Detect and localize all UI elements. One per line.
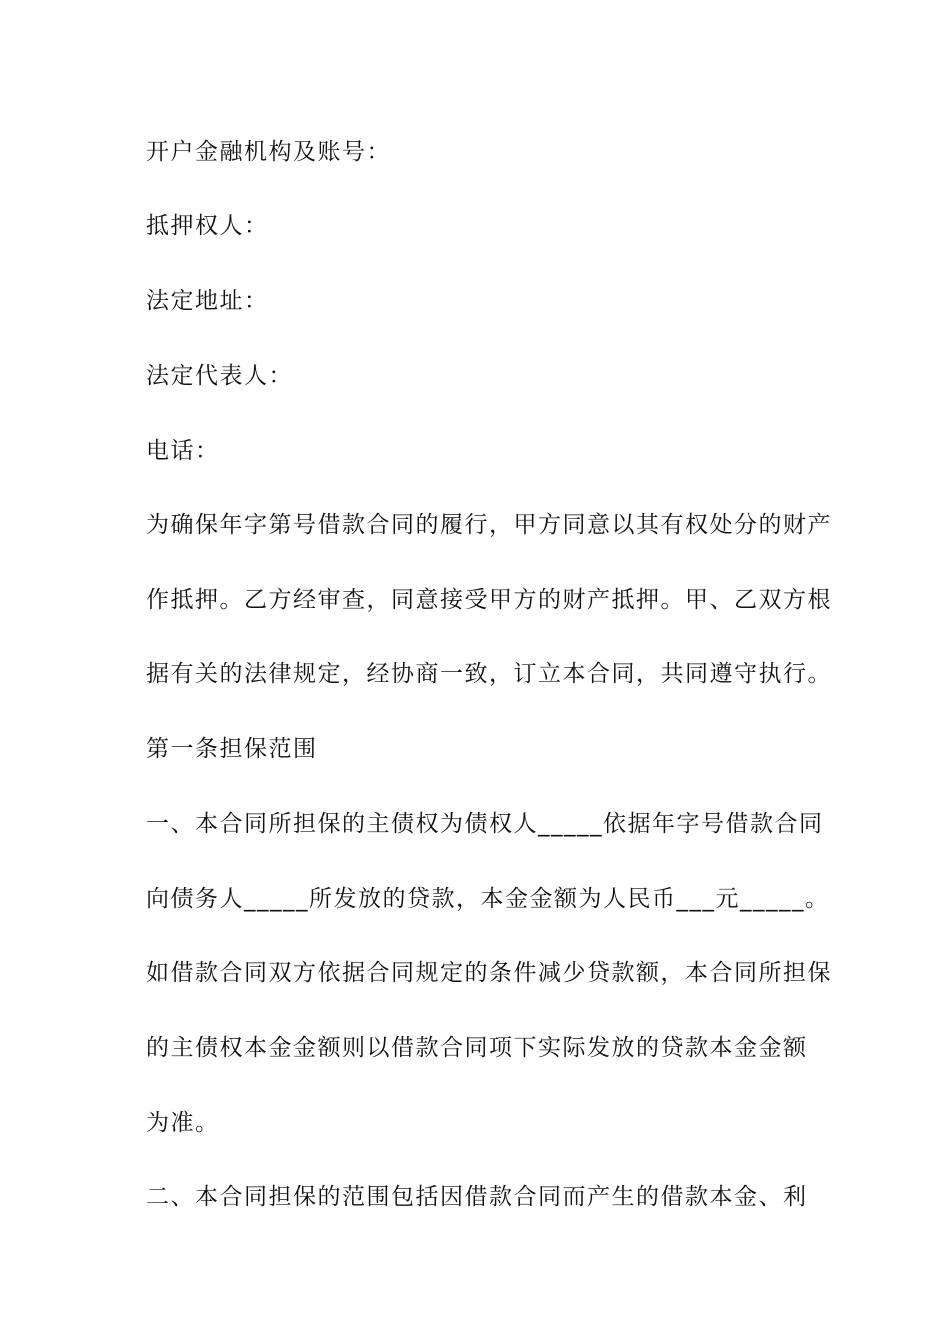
preamble-line: 为确保年字第号借款合同的履行，甲方同意以其有权处分的财产 xyxy=(146,512,832,538)
clause-text-line: 的主债权本金金额则以借款合同项下实际发放的贷款本金金额 xyxy=(146,1035,808,1061)
clause-text-line: 二、本合同担保的范围包括因借款合同而产生的借款本金、利 xyxy=(146,1184,808,1210)
clause-text-line: 一、本合同所担保的主债权为债权人_____依据年字号借款合同 xyxy=(146,811,824,837)
clause-text-line: 为准。 xyxy=(146,1110,220,1136)
clause-text-line: 向债务人_____所发放的贷款，本金金额为人民币___元_____。 xyxy=(146,886,830,912)
clause-text-line: 如借款合同双方依据合同规定的条件减少贷款额，本合同所担保 xyxy=(146,960,832,986)
field-legal-representative: 法定代表人： xyxy=(146,363,293,389)
field-phone: 电话： xyxy=(146,438,220,464)
field-bank-account: 开户金融机构及账号： xyxy=(146,139,391,165)
preamble-line: 作抵押。乙方经审查，同意接受甲方的财产抵押。甲、乙双方根 xyxy=(146,587,832,613)
article-heading: 第一条担保范围 xyxy=(146,736,318,762)
field-legal-address: 法定地址： xyxy=(146,288,269,314)
preamble-line: 据有关的法律规定，经协商一致，订立本合同，共同遵守执行。 xyxy=(146,661,832,687)
field-mortgagee: 抵押权人： xyxy=(146,213,269,239)
